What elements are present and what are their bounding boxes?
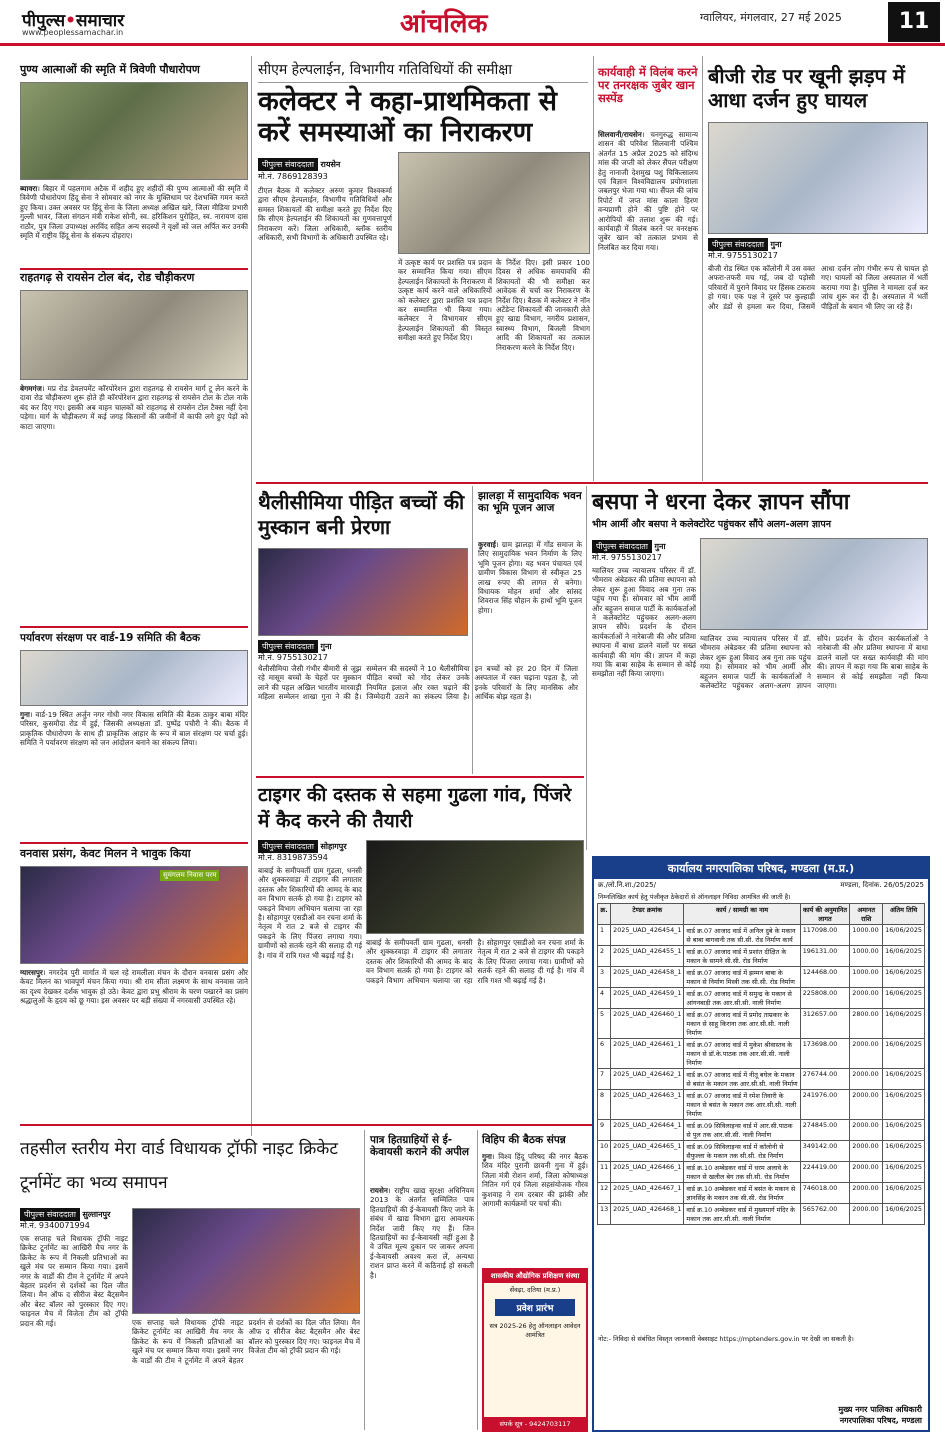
table-cell: 16/06/2025: [883, 1204, 925, 1225]
table-cell: 16/06/2025: [883, 1009, 925, 1039]
divider: [20, 626, 248, 628]
table-cell: 13: [598, 1204, 611, 1225]
table-row: [598, 1141, 925, 1162]
cricket-place: सुल्तानपुर: [82, 1210, 111, 1219]
tree-plantation-body: [20, 184, 248, 262]
clash-byline-name: पीपुल्स संवाददाता: [708, 238, 768, 251]
table-cell: 196131.00: [800, 946, 850, 967]
table-cell: वार्ड क्र.07 आजाद वार्ड में समुन्द्र के मकान से आंगनबाड़ी तक आर.सी.सी. नाली निर्माण: [684, 988, 800, 1009]
table-row: [598, 1120, 925, 1141]
table-cell: 2000.00: [850, 1069, 883, 1090]
tree-plantation-place: ब्यावरा: [20, 184, 38, 193]
toll-body: [20, 384, 248, 484]
toll-text: । मप्र रोड डेवलपमेंट कॉरपोरेशन द्वारा राहतगढ़ से रायसेन मार्ग टू लेन करने के दावा रोड चौड़ीकरण शुरू होते ही कॉरपोरेशन द्वारा राहतगढ़ से रायसेन टोल के टोल नाके बंद कर दिए गए। इसकी अब वाहन चालकों को राहतगढ़ से रायसेन टोल टैक्स नहीं देना पड़ेगा। मार्ग के चौड़ीकरण में कई जगह किसानों की जमीनों में काफी लगे हुए पेड़ों को काटा जाएगा।: [20, 384, 248, 431]
table-cell: वार्ड क्र.10 अम्बेडकर वार्ड में मुख्यमार्ग मंदिर के मकान तक आर.सी.सी. नाली निर्माण: [684, 1204, 800, 1225]
table-cell: 173698.00: [800, 1039, 850, 1069]
table-cell: 2025_UAD_426460_1: [611, 1009, 684, 1039]
tree-plantation-headline: पुण्य आत्माओं की स्मृति में त्रिवेणी पौधारोपण: [20, 63, 200, 76]
table-row: [598, 988, 925, 1009]
banner-tag: सुमंगलम निवास परम: [160, 870, 219, 881]
column-divider: [702, 56, 703, 481]
tender-header-cell: कार्य की अनुमानित लागत: [800, 904, 850, 925]
tiger-body-1: बाबाई के समीपवर्ती ग्राम गुढला, धनसी और शुक्करवाड़ा में टाइगर की लगातार दस्तक और शिकारियों की आमद के बाद वन विभाग सतर्क हो गया है। टाइगर को पकड़ने विभाग अभियान चलाया जा रहा है। सोहागपुर एसडीओ वन रचना शर्मा के नेतृत्व में रात 2 बजे से टाइगर की पकड़ने के लिए पिंजरा लगाया गया। ग्रामीणों को सतर्क रहने की सलाह दी गई है। गांव में रात्रि गश्त भी बढ़ाई गई है।: [258, 866, 362, 960]
table-cell: 2025_UAD_426455_1: [611, 946, 684, 967]
thalassemia-byline-name: पीपुल्स संवाददाता: [258, 640, 318, 653]
table-cell: 2025_UAD_426462_1: [611, 1069, 684, 1090]
toll-photo: [20, 290, 248, 380]
table-cell: 16/06/2025: [883, 1162, 925, 1183]
tender-table: [597, 903, 925, 1225]
site-url[interactable]: www.peoplessamachar.in: [22, 28, 124, 37]
table-cell: 225808.00: [800, 988, 850, 1009]
column-divider: [477, 1130, 478, 1430]
vhp-text: । विश्व हिंदू परिषद की नगर बैठक शिव मंदिर पुरानी छावनी गुना में हुई। जिला मंत्री रोशन शर्मा, जिला कोषाध्यक्ष नितिन गर्ग एवं जिला सहसंयोजक गौरव कुशवाह ने राम दरबार की झांकी और आगामी कार्यक्रमों पर चर्चा की।: [482, 1152, 588, 1209]
table-cell: 2025_UAD_426458_1: [611, 967, 684, 988]
ekyc-text: । राष्ट्रीय खाद्य सुरक्षा अधिनियम 2013 के अंतर्गत सम्मिलित पात्र हितग्राहियों की ई-केवायसी किए जाने के संबंध में खाद्य विभाग द्वारा आवश्यक निर्देश जारी किए गए हैं। जिन हितग्राहियों का ई-केवायसी नहीं हुआ है वे उचित मूल्य दुकान पर जाकर अपना ई-केवायसी अवश्य करा लें, अन्यथा राशन प्राप्त करने में कठिनाई हो सकती है।: [370, 1186, 474, 1280]
ward-meeting-headline: पर्यावरण संरक्षण पर वार्ड-19 समिति की बैठक: [20, 632, 201, 644]
table-row: [598, 925, 925, 946]
cricket-photo: [132, 1208, 360, 1314]
tiger-mobile: मो.नं. 8319873594: [258, 853, 328, 862]
table-cell: वार्ड क्र.07 आजाद वार्ड में अनिल दुबे के मकान से बाबा बागवानी तक सी.सी. रोड निर्माण कार्य: [684, 925, 800, 946]
bhoomi-pujan-headline: झालड़ा में सामुदायिक भवन का भूमि पूजन आज: [478, 490, 582, 515]
cm-place: रायसेन: [320, 160, 341, 169]
table-cell: 2000.00: [850, 1162, 883, 1183]
table-cell: 565762.00: [800, 1204, 850, 1225]
table-cell: 2025_UAD_426468_1: [611, 1204, 684, 1225]
suspend-body: [598, 130, 698, 480]
table-cell: 1000.00: [850, 946, 883, 967]
brand-logo: पीपुल्स•समाचार: [22, 11, 125, 31]
vhp-body: [482, 1152, 588, 1264]
cm-body-2: में उत्कृष्ट कार्य पर प्रशस्ति पत्र प्रदान कर सम्मानित किया गया। सीएम हेल्पलाईन शिकायतों के निराकरण में उत्कृष्ट कार्य करने वाले अधिकारियों को कलेक्टर द्वारा प्रशस्ति पत्र प्रदान कर सम्मानित भी किया गया। कलेक्टर ने विभागवार सीएम हेल्पलाईन शिकायतों की विस्तृत समीक्षा करते हुए निर्देश दिए।: [398, 258, 492, 343]
tender-header-cell: कार्य / सामग्री का नाम: [684, 904, 800, 925]
ad-line: सत्र 2025-26 हेतु ऑनलाइन आवेदन आमंत्रित: [489, 1322, 581, 1339]
cm-headline: कलेक्टर ने कहा-प्राथमिकता से करें समस्याओं का निराकरण: [258, 86, 557, 148]
table-cell: 124468.00: [800, 967, 850, 988]
vhp-headline: विहिप की बैठक संपन्न: [482, 1134, 566, 1146]
suspend-headline-text: कार्यवाही में विलंब करने पर तनरक्षक जुबेर खान सस्पेंड: [598, 65, 698, 106]
table-cell: 2025_UAD_426454_1: [611, 925, 684, 946]
suspend-text: । चनगुरुद्ध सामान्य शासन की परिवेश सिलवानी पश्चिम अंतर्गत 15 अप्रैल 2025 को संदिग्ध मांस की जप्ती को लेकर सैंपल परीक्षण हेतु नानाजी देशमुख पशु चिकित्सालय एवं विज्ञान विश्वविद्यालय प्रयोगशाला जबलपुर भेजा गया था। सैंपल की जांच रिपोर्ट में जप्त मांस काला हिरण वन्यप्राणी होने की पुष्टि होने पर आरोपियों की तलाश शुरू की गई। कार्यवाही में विलंब करने पर वनरक्षक जुबेर खान को तत्काल प्रभाव से निलंबित कर दिया गया।: [598, 130, 698, 252]
table-row: [598, 1069, 925, 1090]
table-cell: 241976.00: [800, 1090, 850, 1120]
vhp-place: गुना: [482, 1152, 492, 1161]
divider: [256, 776, 584, 778]
bsp-subhead: भीम आर्मी और बसपा ने कलेक्टोरेट पहुंचकर सौंपे अलग-अलग ज्ञापन: [592, 519, 832, 530]
table-row: [598, 946, 925, 967]
table-cell: वार्ड क्र.07 आजाद वार्ड में रमेश तिवारी के मकान से बसंत के मकान तक आर.सी.सी. नाली निर्माण: [684, 1090, 800, 1120]
table-cell: 2025_UAD_426465_1: [611, 1141, 684, 1162]
cm-body-3: के निर्देश दिए। इसी प्रकार 100 दिवस से अधिक समयावधि की शिकायतों की भी समीक्षा कर आवेदक से चर्चा कर निराकरण के निर्देश दिए। बैठक में कलेक्टर ने नॉन अटेंडेन्ट शिकायतों की जानकारी लेते हुए खाद्य विभाग, नगरीय प्रशासन, स्वास्थ्य विभाग, बिजली विभाग आदि की शिकायतों का तत्काल निराकरण करने के निर्देश दिए।: [496, 258, 590, 352]
divider: [20, 842, 248, 844]
brand-name-b: समाचार: [75, 11, 125, 31]
page-number: 11: [888, 2, 940, 42]
table-cell: 2000.00: [850, 1141, 883, 1162]
bsp-photo: [700, 538, 928, 630]
cricket-body-2: एक सप्ताह चले विधायक ट्रॉफी नाइट क्रिकेट टूर्नामेंट का आखिरी मैच नगर के क्रिकेट के रूप में निकली प्रतिभाओं का खुले मंच पर सम्मान किया गया। इसमें नगर के वार्डों की टीम ने टूर्नामेंट में अपने बेहतर प्रदर्शन से दर्शकों का दिल जीत लिया। मैन ऑफ द सीरीज बेस्ट बैट्समैन और बेस्ट बॉलर को पुरस्कार दिए गए। फाइनल मैच में विजेता टीम को ट्रॉफी प्रदान की गई।: [132, 1318, 360, 1365]
tiger-photo: [366, 840, 584, 934]
table-cell: 312657.00: [800, 1009, 850, 1039]
brand-name-a: पीपुल्स: [22, 11, 66, 31]
table-cell: 16/06/2025: [883, 946, 925, 967]
ad-badge: प्रवेश प्रारंभ: [495, 1299, 575, 1316]
column-divider: [472, 486, 473, 774]
tender-refline: [594, 879, 928, 892]
cm-kicker: सीएम हेल्पलाईन, विभागीय गतिविधियों की समीक्षा: [258, 62, 588, 83]
table-cell: 274845.00: [800, 1120, 850, 1141]
ward-meeting-text: । वार्ड-19 स्थित अर्जुन नगर गोधी नगर विकास समिति की बैठक ठाकुर बाबा मंदिर परिसर, कुसमौदा रोड में हुई, जिसकी अध्यक्षता डॉ. पुष्पेंद्र पचौरी ने की। बैठक में प्राकृतिक पौधारोपण के साथ ही प्राकृतिक आहार के रूप में बाल संरक्षण पर चर्चा हुई। समिति ने पर्यावरण संरक्षण को जन आंदोलन बनाने का संकल्प लिया।: [20, 710, 248, 748]
ad-org: शासकीय औद्योगिक प्रशिक्षण संस्था: [484, 1270, 586, 1283]
column-divider: [251, 56, 252, 1136]
table-cell: 349142.00: [800, 1141, 850, 1162]
table-cell: 1000.00: [850, 925, 883, 946]
bsp-place: गुना: [654, 542, 666, 551]
table-cell: 16/06/2025: [883, 1069, 925, 1090]
table-cell: 16/06/2025: [883, 1120, 925, 1141]
table-cell: 2025_UAD_426459_1: [611, 988, 684, 1009]
table-cell: वार्ड क्र.10 अम्बेडकर वार्ड में बसंत के मकान से ज्ञानसिंह के मकान तक सी.सी. रोड निर्माण: [684, 1183, 800, 1204]
table-cell: 16/06/2025: [883, 925, 925, 946]
column-divider: [586, 486, 587, 850]
tender-title: कार्यालय नगरपालिका परिषद, मण्डला (म.प्र.): [594, 858, 928, 879]
table-cell: 2025_UAD_426461_1: [611, 1039, 684, 1069]
tiger-body-2: बाबाई के समीपवर्ती ग्राम गुढला, धनसी और शुक्करवाड़ा में टाइगर की लगातार दस्तक और शिकारियों की आमद के बाद वन विभाग सतर्क हो गया है। टाइगर को पकड़ने विभाग अभियान चलाया जा रहा है। सोहागपुर एसडीओ वन रचना शर्मा के नेतृत्व में रात 2 बजे से टाइगर की पकड़ने के लिए पिंजरा लगाया गया। ग्रामीणों को सतर्क रहने की सलाह दी गई है। गांव में रात्रि गश्त भी बढ़ाई गई है।: [366, 938, 584, 985]
cm-byline: [258, 158, 340, 171]
table-cell: 2000.00: [850, 1039, 883, 1069]
divider: [20, 268, 248, 270]
table-cell: 2025_UAD_426467_1: [611, 1183, 684, 1204]
table-row: [598, 1204, 925, 1225]
tender-ref: क्र./लो.नि.शा./2025/: [598, 881, 656, 889]
tender-body: [598, 925, 925, 1225]
tender-header-cell: टेण्डर क्रमांक: [611, 904, 684, 925]
thalassemia-photo: [258, 548, 468, 636]
table-cell: 16/06/2025: [883, 1039, 925, 1069]
column-divider: [593, 56, 594, 481]
bsp-headline: बसपा ने धरना देकर ज्ञापन सौंपा: [592, 490, 850, 515]
table-row: [598, 1039, 925, 1069]
thalassemia-mobile: मो.नं. 9755130217: [258, 653, 328, 662]
table-cell: 2000.00: [850, 1183, 883, 1204]
tender-date: मण्डला, दिनांक. 26/05/2025: [840, 881, 924, 889]
tiger-byline-name: पीपुल्स संवाददाता: [258, 840, 318, 853]
tender-signature: [838, 1404, 922, 1426]
table-row: [598, 1009, 925, 1039]
divider: [20, 1124, 592, 1126]
clash-body: बीजी रोड स्थित एक कॉलोनी में उस वक्त अफरा-तफरी मच गई, जब दो पड़ोसी परिवारों में पुराने विवाद पर हिंसक टकराव हो गया। एक पक्ष ने दूसरे पर कुल्हाड़ी और डंडों से हमला कर दिया, जिसमें आधा दर्जन लोग गंभीर रूप से घायल हो गए। घायलों को जिला अस्पताल में भर्ती कराया गया है। पुलिस ने मामला दर्ज कर जांच शुरू कर दी है। अस्पताल में भर्ती पीड़ितों के बयान भी लिए जा रहे हैं।: [708, 264, 928, 311]
table-cell: 2000.00: [850, 988, 883, 1009]
table-cell: वार्ड क्र.07 आजाद वार्ड में प्रशांत दीक्षित के मकान के सामने सी.सी. रोड निर्माण: [684, 946, 800, 967]
table-cell: 2000.00: [850, 1204, 883, 1225]
cm-meeting-photo: [398, 152, 590, 254]
cm-mobile: मो.नं. 7869128393: [258, 172, 328, 181]
table-cell: 6: [598, 1039, 611, 1069]
table-cell: 2025_UAD_426463_1: [611, 1090, 684, 1120]
table-cell: 7: [598, 1069, 611, 1090]
cm-byline-name: पीपुल्स संवाददाता: [258, 158, 318, 171]
table-cell: 10: [598, 1141, 611, 1162]
table-cell: 1: [598, 925, 611, 946]
table-cell: वार्ड क्र.10 अम्बेडकर वार्ड में धरम अलावे के मकान से खलील बेग तक सी.सी. रोड निर्माण: [684, 1162, 800, 1183]
ramlila-headline: वनवास प्रसंग, केवट मिलन ने भावुक किया: [20, 847, 191, 860]
table-cell: 117098.00: [800, 925, 850, 946]
bsp-body-2: ग्वालियर उच्च न्यायालय परिसर में डॉ. भीमराव अंबेडकर की प्रतिमा स्थापना को लेकर शुरू हुआ विवाद अब गुना तक पहुंच गया है। सोमवार को भीम आर्मी और बहुजन समाज पार्टी के कार्यकर्ताओं ने कलेक्टोरेट पहुंचकर अलग-अलग ज्ञापन सौंपे। प्रदर्शन के दौरान कार्यकर्ताओं ने नारेबाजी की और प्रतिमा स्थापना में बाधा डालने वालों पर सख्त कार्यवाही की मांग की। ज्ञापन में कहा गया कि बाबा साहेब के सम्मान से कोई समझौता नहीं किया जाएगा।: [700, 634, 928, 691]
tender-sign-1: मुख्य नगर पालिका अधिकारी: [838, 1405, 922, 1414]
bsp-body-1: ग्वालियर उच्च न्यायालय परिसर में डॉ. भीमराव अंबेडकर की प्रतिमा स्थापना को लेकर शुरू हुआ विवाद अब गुना तक पहुंच गया है। सोमवार को भीम आर्मी और बहुजन समाज पार्टी के कार्यकर्ताओं ने कलेक्टोरेट पहुंचकर अलग-अलग ज्ञापन सौंपे। प्रदर्शन के दौरान कार्यकर्ताओं ने नारेबाजी की और प्रतिमा स्थापना में बाधा डालने वालों पर सख्त कार्यवाही की मांग की। ज्ञापन में कहा गया कि बाबा साहेब के सम्मान से कोई समझौता नहीं किया जाएगा।: [592, 566, 696, 679]
table-cell: 16/06/2025: [883, 988, 925, 1009]
table-cell: 746018.00: [800, 1183, 850, 1204]
table-cell: वार्ड क्र.07 आजाद वार्ड में मुकेश श्रीवास्तव के मकान से डॉ.के.पाठक तक आर.सी.सी. नाली निर्माण: [684, 1039, 800, 1069]
table-cell: 2000.00: [850, 1120, 883, 1141]
ekyc-body: [370, 1186, 474, 1430]
table-cell: 8: [598, 1090, 611, 1120]
table-cell: वार्ड क्र.07 आजाद वार्ड में नीतू बघेल के मकान से बसंत के मकान तक आर.सी.सी. नाली निर्माण: [684, 1069, 800, 1090]
bhoomi-pujan-place: कुरवाई: [478, 540, 496, 549]
section-title: आंचलिक: [400, 9, 488, 39]
toll-headline: राहतगढ़ से रायसेन टोल बंद, रोड चौड़ीकरण: [20, 271, 195, 284]
tender-header-cell: क्र.: [598, 904, 611, 925]
ward-meeting-place: गुना: [20, 710, 30, 719]
table-cell: 2800.00: [850, 1009, 883, 1039]
table-cell: वार्ड क्र.07 आजाद वार्ड में प्रमोद ताम्रकार के मकान से साहू किराना तक आर.सी.सी. नाली निर्माण: [684, 1009, 800, 1039]
table-cell: वार्ड क्र.09 सिविलाइन्स वार्ड में कॉलोनी से सैफुल्ला के मकान तक सी.सी. रोड निर्माण: [684, 1141, 800, 1162]
tender-header-cell: अंतिम तिथि: [883, 904, 925, 925]
cm-body-1: टीएल बैठक में कलेक्टर अरुण कुमार विश्वकर्मा द्वारा सीएम हेल्पलाईन, विभागीय गतिविधियों और समस्त शिकायतों की समीक्षा करते हुए निर्देश दिए कि सीएम हेल्पलाईन की शिकायतों का गुणवत्तापूर्ण निराकरण करें। जिला अधिकारी, ब्लॉक स्तरीय अधिकारी, सभी विभागों के अधिकारी उपस्थित रहे।: [258, 186, 392, 243]
clash-headline: बीजी रोड पर खूनी झड़प में आधा दर्जन हुए घायल: [708, 64, 905, 112]
tender-header-row: [598, 904, 925, 925]
bhoomi-pujan-body: [478, 540, 582, 772]
suspend-place: सिलवानी/रायसेन: [598, 130, 642, 139]
table-row: [598, 1183, 925, 1204]
table-row: [598, 1162, 925, 1183]
tender-header-cell: अमानत राशि: [850, 904, 883, 925]
bhoomi-pujan-text: । ग्राम झालड़ा में गोंड समाज के लिए सामुदायिक भवन निर्माण के लिए भूमि पूजन होगा। यह भवन पंचायत एवं ग्रामीण विकास विभाग से स्वीकृत 25 लाख रुपए की लागत से बनेगा। विधायक मोहन शर्मा और सांसद शिवराज सिंह चौहान के हाथों भूमि पूजन होगा।: [478, 540, 582, 615]
table-cell: 2000.00: [850, 1090, 883, 1120]
table-cell: 2: [598, 946, 611, 967]
column-divider: [364, 1130, 365, 1430]
tender-notice: [592, 856, 930, 1432]
ekyc-place: रायसेन: [370, 1186, 388, 1195]
table-cell: 224419.00: [800, 1162, 850, 1183]
thalassemia-body: थैलीसीमिया जैसी गंभीर बीमारी से जूझ रहे मासूम बच्चों के चेहरों पर मुस्कान लाने की पहल अखिल भारतीय मारवाड़ी महिला सम्मेलन शाखा गुना ने की है। सम्मेलन की सदस्यों ने 10 थैलीसीमिया पीड़ित बच्चों को गोद लेकर उनके नियमित इलाज और रक्त चढ़ाने की जिम्मेदारी उठाने का संकल्प लिया है। इन बच्चों को हर 20 दिन में जिला अस्पताल में रक्त चढ़ाना पड़ता है, जो इनके परिवारों के लिए मानसिक और आर्थिक बोझ रहता है।: [258, 664, 578, 702]
table-cell: 276744.00: [800, 1069, 850, 1090]
table-cell: 12: [598, 1183, 611, 1204]
table-cell: 2025_UAD_426466_1: [611, 1162, 684, 1183]
cricket-byline-name: पीपुल्स संवाददाता: [20, 1208, 80, 1221]
thalassemia-headline: थैलीसीमिया पीड़ित बच्चों की मुस्कान बनी प्रेरणा: [258, 490, 465, 539]
table-cell: 5: [598, 1009, 611, 1039]
ad-contact: संपर्क सूत्र - 9424703117: [484, 1417, 586, 1430]
table-cell: 3: [598, 967, 611, 988]
clash-photo: [708, 122, 928, 234]
ramlila-text: । नगरदेव पुरी मार्गात में चल रहे रामलीला मंचन के दौरान वनवास प्रसंग और केवट मिलन का भावपूर्ण मंचन किया गया। श्री राम सीता लक्ष्मण के साथ वनवास जाने का दृश्य देखकर दर्शक भावुक हो उठे। केवट द्वारा प्रभु श्रीराम के चरण पखारने का प्रसंग श्रद्धालुओं के हृदय को छू गया। इस अवसर पर बड़ी संख्या में नगरवासी उपस्थित रहे।: [20, 968, 248, 1006]
tree-plantation-text: । बिहार में पहलगाम अटैक में शहीद हुए शहीदों की पुण्य आत्माओं की स्मृति में त्रिवेणी पौधारोपण हिंदू सेना ने सोमवार को नगर के मुक्तिधाम पर देशभक्ति गमन करते हुए किया। उक्त अवसर पर हिंदू सेना के जिला अध्यक्ष अखिल खरे, जिला मीडिया प्रभारी गुल्ली भावर, जिला संगठन मंत्री राकेश सोनी, स्व. हरिकिशन पुरोहित, स्व. नारायण दास राठौर, पुत्र जिला उपाध्यक्ष अरविंद सहित अन्य सदस्यों ने वृक्षों को जल अर्पित कर उनकी स्मृति में राष्ट्रीय हिंदू सेना के संकल्प दोहराए।: [20, 184, 248, 241]
table-cell: 4: [598, 988, 611, 1009]
dateline: ग्वालियर, मंगलवार, 27 मई 2025: [700, 11, 842, 24]
table-cell: वार्ड क्र.07 आजाद वार्ड में झम्मन बाबा के मकान से निर्माण मिस्त्री तक सी.सी. रोड निर्माण: [684, 967, 800, 988]
table-cell: 16/06/2025: [883, 967, 925, 988]
ekyc-headline: पात्र हितग्राहियों से ई-केवायसी कराने की अपील: [370, 1134, 470, 1159]
table-cell: 9: [598, 1120, 611, 1141]
table-row: [598, 967, 925, 988]
table-row: [598, 1090, 925, 1120]
iti-admission-ad[interactable]: [482, 1268, 588, 1432]
suspend-headline: [598, 66, 698, 106]
table-cell: 16/06/2025: [883, 1141, 925, 1162]
toll-place: बेगमगंज: [20, 384, 42, 393]
tree-plantation-photo: [20, 82, 248, 180]
ward-meeting-photo: [20, 650, 248, 706]
tiger-headline: टाइगर की दस्तक से सहमा गुढला गांव, पिंजरे में कैद करने की तैयारी: [258, 784, 572, 832]
table-cell: वार्ड क्र.09 सिविलाइन्स वार्ड में आर.सी.पाठक से पुल तक आर.सी.सी. नाली निर्माण: [684, 1120, 800, 1141]
tender-note: निम्नलिखित कार्य हेतु पंजीकृत ठेकेदारों से ऑनलाइन निविदा आमंत्रित की जाती है।: [598, 893, 791, 901]
cricket-mobile: मो.नं. 9340071994: [20, 1221, 90, 1230]
ad-address: सेंवढ़ा, दतिया (म.प्र.): [509, 1286, 561, 1294]
table-cell: 2025_UAD_426464_1: [611, 1120, 684, 1141]
table-cell: 16/06/2025: [883, 1183, 925, 1204]
bsp-byline-name: पीपुल्स संवाददाता: [592, 540, 652, 553]
bsp-mobile: मो.नं. 9755130217: [592, 553, 662, 562]
thalassemia-place: गुना: [320, 642, 332, 651]
clash-mobile: मो.नं. 9755130217: [708, 251, 778, 260]
table-cell: 11: [598, 1162, 611, 1183]
table-cell: 16/06/2025: [883, 1090, 925, 1120]
divider: [256, 482, 928, 484]
clash-place: गुना: [770, 240, 782, 249]
tiger-place: सोहागपुर: [320, 842, 347, 851]
cricket-body-1: एक सप्ताह चले विधायक ट्रॉफी नाइट क्रिकेट टूर्नामेंट का आखिरी मैच नगर के क्रिकेट के रूप में निकली प्रतिभाओं का खुले मंच पर सम्मान किया गया। इसमें नगर के वार्डों की टीम ने टूर्नामेंट में अपने बेहतर प्रदर्शन से दर्शकों का दिल जीत लिया। मैन ऑफ द सीरीज बेस्ट बैट्समैन और बेस्ट बॉलर को पुरस्कार दिए गए। फाइनल मैच में विजेता टीम को ट्रॉफी प्रदान की गई।: [20, 1234, 128, 1328]
cricket-headline: तहसील स्तरीय मेरा वार्ड विधायक ट्रॉफी नाइट क्रिकेट टूर्नामेंट का भव्य समापन: [20, 1139, 338, 1193]
tender-table-wrap: [594, 903, 928, 1331]
ramlila-body: [20, 968, 248, 1118]
table-cell: 1000.00: [850, 967, 883, 988]
tender-sign-2: नगरपालिका परिषद, मण्डला: [839, 1416, 922, 1425]
ward-meeting-body: [20, 710, 248, 838]
tender-footer: नोट:- निविदा से संबंधित विस्तृत जानकारी वेबसाइट https://mptenders.gov.in पर देखी जा सकती है।: [598, 1335, 854, 1343]
ramlila-place: ग्यारसपुर: [20, 968, 43, 977]
